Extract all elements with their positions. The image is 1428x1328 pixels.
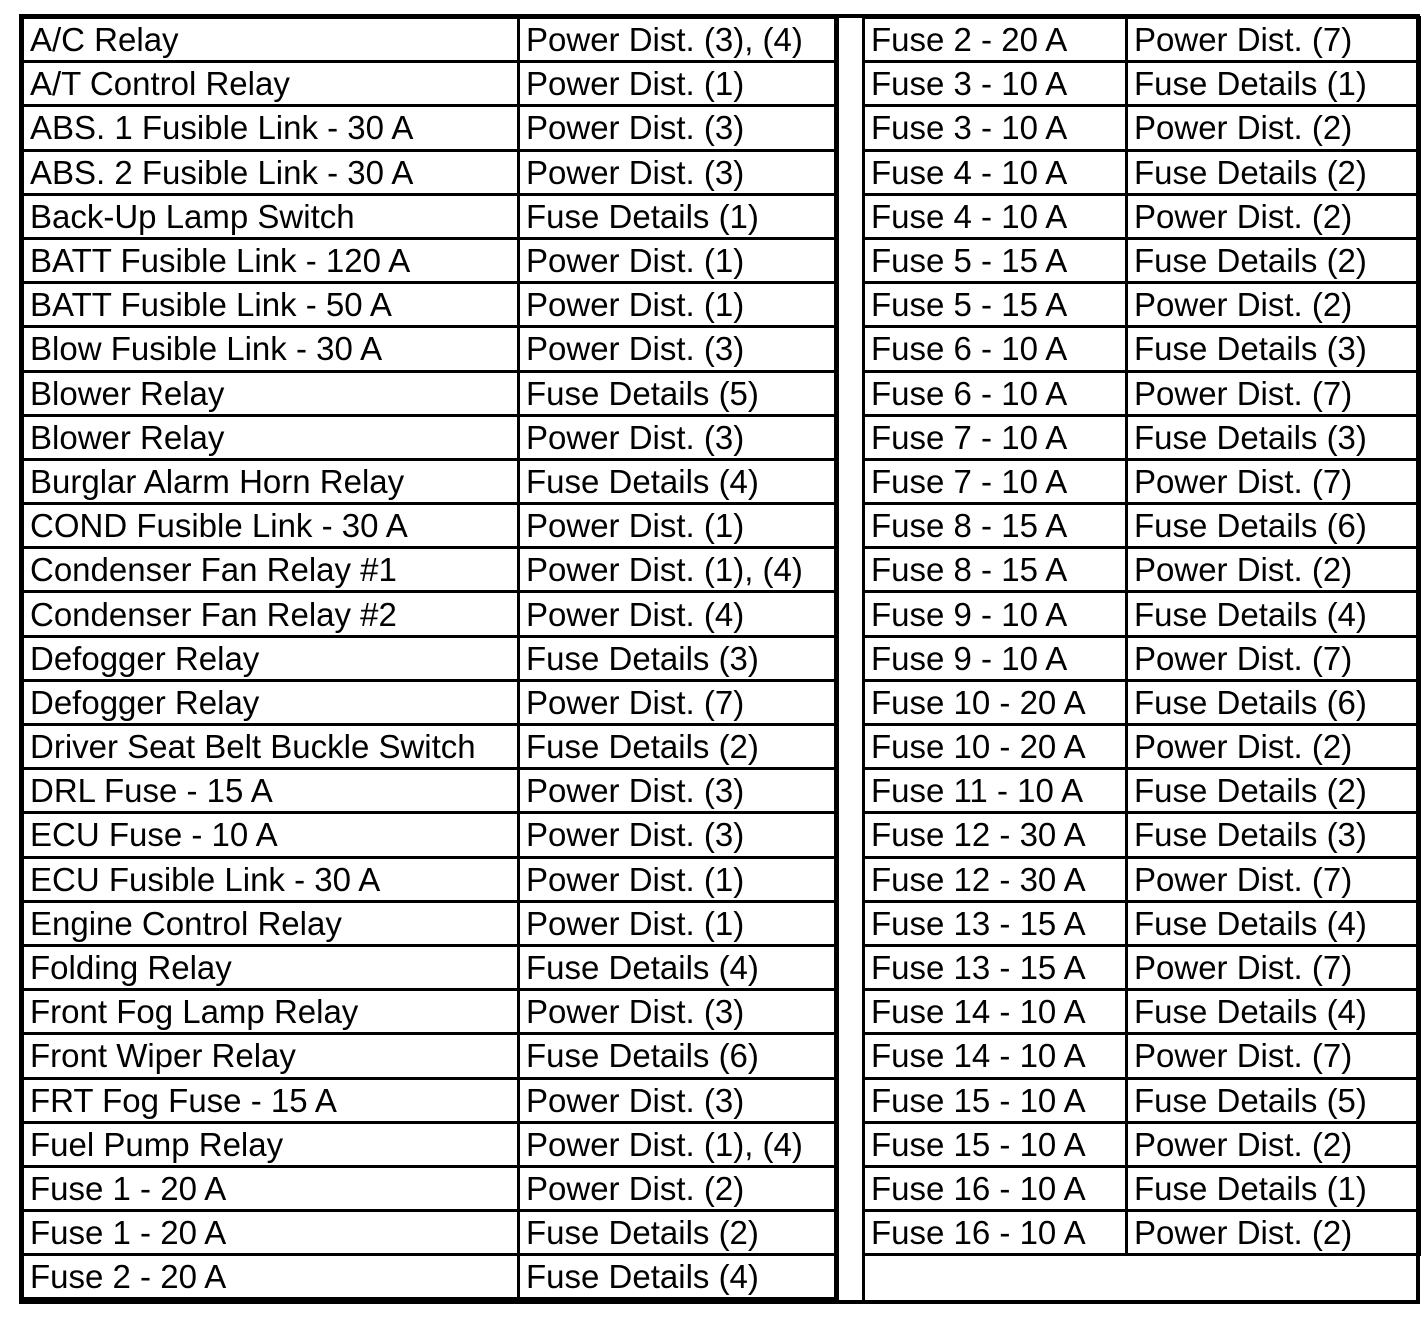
component-cell: Fuse 5 - 15 A	[864, 238, 1127, 282]
component-cell: Burglar Alarm Horn Relay	[23, 459, 519, 503]
component-cell: Back-Up Lamp Switch	[23, 194, 519, 238]
location-cell: Power Dist. (3)	[519, 327, 838, 371]
table-row	[864, 1122, 1420, 1166]
component-cell: Fuse 14 - 10 A	[864, 1034, 1127, 1078]
location-cell: Fuse Details (4)	[519, 945, 838, 989]
location-cell: Power Dist. (7)	[1127, 371, 1420, 415]
component-cell: Fuse 1 - 20 A	[23, 1211, 519, 1255]
table-row	[23, 769, 838, 813]
component-cell: Fuse 11 - 10 A	[864, 769, 1127, 813]
table-row	[864, 18, 1420, 62]
component-cell: A/C Relay	[23, 18, 519, 62]
location-cell: Power Dist. (7)	[1127, 459, 1420, 503]
table-row	[23, 283, 838, 327]
component-cell: Defogger Relay	[23, 680, 519, 724]
component-cell: Condenser Fan Relay #2	[23, 592, 519, 636]
table-row	[864, 194, 1420, 238]
component-cell: Fuse 4 - 10 A	[864, 150, 1127, 194]
location-cell: Power Dist. (7)	[519, 680, 838, 724]
table-row	[23, 504, 838, 548]
component-cell: ABS. 1 Fusible Link - 30 A	[23, 106, 519, 150]
table-row	[23, 1211, 838, 1255]
location-cell: Power Dist. (1)	[519, 62, 838, 106]
component-cell: ABS. 2 Fusible Link - 30 A	[23, 150, 519, 194]
component-cell: Fuse 1 - 20 A	[23, 1166, 519, 1210]
table-row	[23, 459, 838, 503]
location-cell: Fuse Details (5)	[1127, 1078, 1420, 1122]
table-row	[864, 901, 1420, 945]
location-cell: Fuse Details (6)	[1127, 504, 1420, 548]
location-cell: Power Dist. (3)	[519, 1078, 838, 1122]
location-cell: Fuse Details (4)	[1127, 990, 1420, 1034]
component-cell: Fuse 12 - 30 A	[864, 857, 1127, 901]
location-cell: Power Dist. (4)	[519, 592, 838, 636]
table-row	[23, 18, 838, 62]
table-row	[23, 1078, 838, 1122]
table-row	[864, 945, 1420, 989]
location-cell: Power Dist. (3)	[519, 415, 838, 459]
location-cell: Fuse Details (4)	[519, 459, 838, 503]
location-cell: Power Dist. (2)	[519, 1166, 838, 1210]
table-row	[864, 1211, 1420, 1255]
table-row	[23, 680, 838, 724]
location-cell: Power Dist. (3), (4)	[519, 18, 838, 62]
left-index-table-body	[23, 18, 838, 1299]
table-row	[864, 459, 1420, 503]
location-cell: Fuse Details (1)	[1127, 62, 1420, 106]
location-cell: Power Dist. (7)	[1127, 1034, 1420, 1078]
component-cell: Fuse 8 - 15 A	[864, 504, 1127, 548]
component-cell: Driver Seat Belt Buckle Switch	[23, 725, 519, 769]
location-cell: Power Dist. (1)	[519, 504, 838, 548]
table-row	[864, 415, 1420, 459]
component-cell: Fuse 16 - 10 A	[864, 1211, 1127, 1255]
component-cell: Fuse 16 - 10 A	[864, 1166, 1127, 1210]
component-cell: Fuse 12 - 30 A	[864, 813, 1127, 857]
table-row	[864, 857, 1420, 901]
table-row	[23, 62, 838, 106]
location-cell: Power Dist. (1)	[519, 283, 838, 327]
location-cell: Power Dist. (1)	[519, 857, 838, 901]
table-row	[23, 945, 838, 989]
location-cell: Fuse Details (2)	[519, 725, 838, 769]
table-row	[864, 725, 1420, 769]
table-row	[23, 857, 838, 901]
table-row	[23, 1034, 838, 1078]
location-cell: Fuse Details (6)	[1127, 680, 1420, 724]
location-cell: Fuse Details (3)	[1127, 327, 1420, 371]
component-cell: Blow Fusible Link - 30 A	[23, 327, 519, 371]
component-cell: A/T Control Relay	[23, 62, 519, 106]
table-row	[864, 62, 1420, 106]
component-cell: Fuse 9 - 10 A	[864, 636, 1127, 680]
component-cell: Fuse 4 - 10 A	[864, 194, 1127, 238]
location-cell: Power Dist. (3)	[519, 813, 838, 857]
component-cell: Fuse 2 - 20 A	[23, 1255, 519, 1299]
table-row	[864, 813, 1420, 857]
left-index-table	[21, 16, 839, 1300]
component-cell: Fuse 3 - 10 A	[864, 106, 1127, 150]
component-cell: Fuse 7 - 10 A	[864, 415, 1127, 459]
table-row	[23, 813, 838, 857]
location-cell: Fuse Details (3)	[1127, 415, 1420, 459]
table-row	[23, 592, 838, 636]
location-cell: Fuse Details (2)	[1127, 150, 1420, 194]
location-cell: Fuse Details (3)	[1127, 813, 1420, 857]
component-cell: Front Fog Lamp Relay	[23, 990, 519, 1034]
location-cell: Fuse Details (5)	[519, 371, 838, 415]
component-cell: BATT Fusible Link - 120 A	[23, 238, 519, 282]
table-row	[864, 548, 1420, 592]
location-cell: Power Dist. (1), (4)	[519, 1122, 838, 1166]
table-row	[23, 548, 838, 592]
table-row	[23, 1122, 838, 1166]
table-row	[864, 106, 1420, 150]
table-row	[23, 150, 838, 194]
table-row	[864, 680, 1420, 724]
table-row	[23, 636, 838, 680]
component-cell: BATT Fusible Link - 50 A	[23, 283, 519, 327]
component-cell: Blower Relay	[23, 415, 519, 459]
component-cell: Fuel Pump Relay	[23, 1122, 519, 1166]
component-cell: Fuse 14 - 10 A	[864, 990, 1127, 1034]
location-cell: Power Dist. (2)	[1127, 194, 1420, 238]
table-row	[864, 636, 1420, 680]
location-cell: Power Dist. (2)	[1127, 548, 1420, 592]
table-row	[23, 901, 838, 945]
location-cell: Power Dist. (2)	[1127, 1122, 1420, 1166]
location-cell: Power Dist. (1)	[519, 901, 838, 945]
location-cell: Power Dist. (2)	[1127, 283, 1420, 327]
table-row	[864, 1078, 1420, 1122]
table-row	[864, 769, 1420, 813]
location-cell: Power Dist. (2)	[1127, 725, 1420, 769]
table-row	[23, 106, 838, 150]
location-cell: Power Dist. (2)	[1127, 106, 1420, 150]
location-cell: Fuse Details (4)	[1127, 592, 1420, 636]
table-row	[864, 1166, 1420, 1210]
table-row	[23, 327, 838, 371]
component-cell: FRT Fog Fuse - 15 A	[23, 1078, 519, 1122]
component-cell: Fuse 10 - 20 A	[864, 680, 1127, 724]
location-cell: Power Dist. (7)	[1127, 857, 1420, 901]
location-cell: Fuse Details (4)	[519, 1255, 838, 1299]
table-row	[23, 1166, 838, 1210]
right-index-table-body	[864, 18, 1420, 1255]
component-cell: Fuse 15 - 10 A	[864, 1078, 1127, 1122]
location-cell: Power Dist. (7)	[1127, 636, 1420, 680]
location-cell: Power Dist. (7)	[1127, 945, 1420, 989]
component-cell: Defogger Relay	[23, 636, 519, 680]
table-row	[23, 238, 838, 282]
table-row	[864, 592, 1420, 636]
right-index-table	[862, 16, 1421, 1256]
component-cell: COND Fusible Link - 30 A	[23, 504, 519, 548]
table-row	[864, 283, 1420, 327]
component-cell: Fuse 15 - 10 A	[864, 1122, 1127, 1166]
location-cell: Fuse Details (1)	[1127, 1166, 1420, 1210]
location-cell: Fuse Details (2)	[1127, 238, 1420, 282]
component-cell: Condenser Fan Relay #1	[23, 548, 519, 592]
table-row	[864, 990, 1420, 1034]
table-row	[864, 150, 1420, 194]
table-row	[864, 1034, 1420, 1078]
table-row	[864, 504, 1420, 548]
component-cell: Fuse 3 - 10 A	[864, 62, 1127, 106]
component-cell: ECU Fuse - 10 A	[23, 813, 519, 857]
component-cell: Fuse 9 - 10 A	[864, 592, 1127, 636]
component-cell: Fuse 8 - 15 A	[864, 548, 1127, 592]
table-row	[864, 371, 1420, 415]
location-cell: Power Dist. (3)	[519, 990, 838, 1034]
location-cell: Fuse Details (2)	[519, 1211, 838, 1255]
component-cell: Fuse 7 - 10 A	[864, 459, 1127, 503]
component-cell: Fuse 6 - 10 A	[864, 371, 1127, 415]
location-cell: Fuse Details (6)	[519, 1034, 838, 1078]
component-cell: Fuse 6 - 10 A	[864, 327, 1127, 371]
table-row	[23, 990, 838, 1034]
table-row	[23, 1255, 838, 1299]
component-cell: Fuse 13 - 15 A	[864, 945, 1127, 989]
table-row	[864, 238, 1420, 282]
table-row	[23, 371, 838, 415]
table-row	[23, 415, 838, 459]
component-cell: Fuse 10 - 20 A	[864, 725, 1127, 769]
location-cell: Fuse Details (1)	[519, 194, 838, 238]
location-cell: Fuse Details (2)	[1127, 769, 1420, 813]
location-cell: Power Dist. (1), (4)	[519, 548, 838, 592]
location-cell: Fuse Details (4)	[1127, 901, 1420, 945]
component-cell: Fuse 13 - 15 A	[864, 901, 1127, 945]
table-row	[864, 327, 1420, 371]
component-cell: Blower Relay	[23, 371, 519, 415]
table-row	[23, 194, 838, 238]
component-cell: DRL Fuse - 15 A	[23, 769, 519, 813]
location-cell: Power Dist. (7)	[1127, 18, 1420, 62]
location-cell: Power Dist. (3)	[519, 106, 838, 150]
component-cell: Folding Relay	[23, 945, 519, 989]
component-cell: Fuse 2 - 20 A	[864, 18, 1127, 62]
location-cell: Power Dist. (1)	[519, 238, 838, 282]
component-cell: Front Wiper Relay	[23, 1034, 519, 1078]
component-cell: Fuse 5 - 15 A	[864, 283, 1127, 327]
location-cell: Power Dist. (3)	[519, 150, 838, 194]
location-cell: Power Dist. (3)	[519, 769, 838, 813]
location-cell: Fuse Details (3)	[519, 636, 838, 680]
location-cell: Power Dist. (2)	[1127, 1211, 1420, 1255]
table-row	[23, 725, 838, 769]
component-cell: ECU Fusible Link - 30 A	[23, 857, 519, 901]
component-cell: Engine Control Relay	[23, 901, 519, 945]
